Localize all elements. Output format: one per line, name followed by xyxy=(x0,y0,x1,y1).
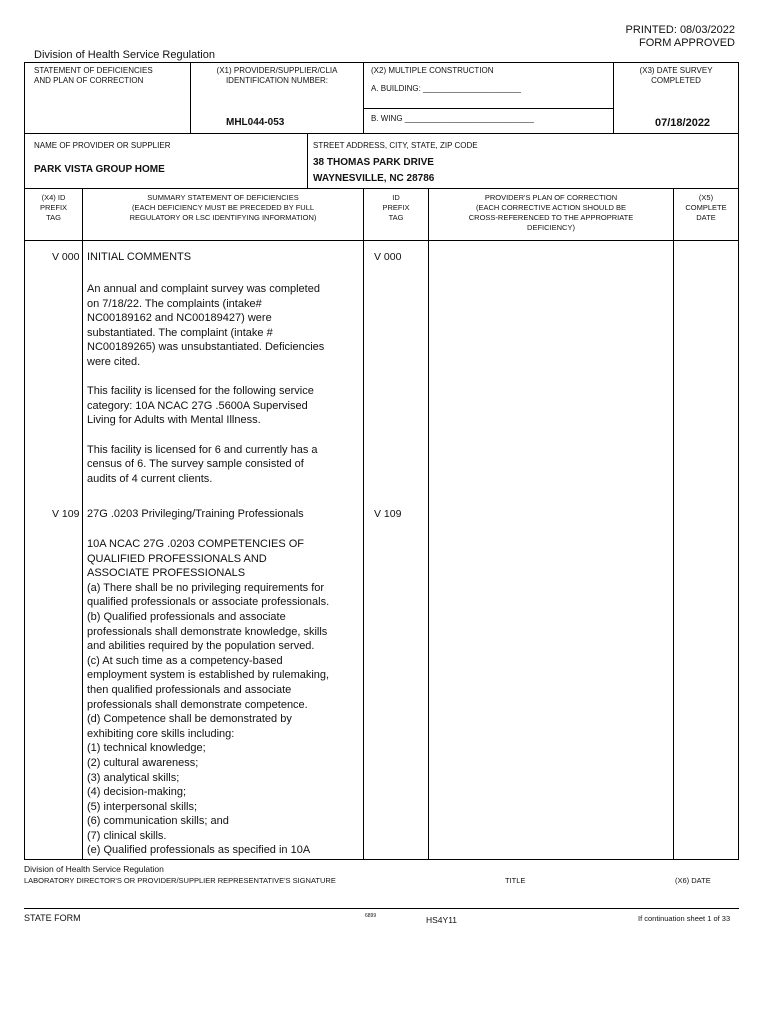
provider-name: PARK VISTA GROUP HOME xyxy=(34,164,165,175)
entry-heading: 27G .0203 Privileging/Training Professionals xyxy=(87,508,304,520)
division-title: Division of Health Service Regulation xyxy=(34,49,215,61)
x2-label: (X2) MULTIPLE CONSTRUCTION xyxy=(371,66,494,75)
col-summary-header: SUMMARY STATEMENT OF DEFICIENCIES (EACH DEFICIENCY MUST BE PRECEDED BY FULL REGULATORY OR LSC IDENTIFYING INFORMATION) xyxy=(129,193,317,222)
x2-wing: B. WING _____________________________ xyxy=(371,114,534,123)
footer-division: Division of Health Service Regulation xyxy=(24,864,164,874)
entry-id-tag: V 109 xyxy=(374,508,402,520)
x1-label: (X1) PROVIDER/SUPPLIER/CLIA IDENTIFICATION NUMBER: xyxy=(216,66,338,85)
x2-building: A. BUILDING: ______________________ xyxy=(371,84,521,93)
state-form: STATE FORM xyxy=(24,913,81,923)
entry-text: An annual and complaint survey was completed on 7/18/22. The complaints (intake# NC00189162 and NC00189427) were substantiated. The complaint (intake # NC00189265) was unsubstantiated. Deficiencies were cited. This facility is licensed for the following service category: 10A NCAC 27G .5600A Supervised Living for Adults with Mental Illness. This facility is licensed for 6 and currently has a census of 6. The survey sample consisted of audits of 4 current clients. xyxy=(87,283,325,485)
provider-id: MHL044-053 xyxy=(226,117,285,128)
printed-block xyxy=(626,24,735,50)
col-id-header: ID PREFIX TAG xyxy=(382,193,410,222)
form-number: 6899 xyxy=(365,913,377,919)
form-approved: FORM APPROVED xyxy=(639,37,735,49)
signature-label: LABORATORY DIRECTOR'S OR PROVIDER/SUPPLIER REPRESENTATIVE'S SIGNATURE xyxy=(24,876,336,885)
survey-date: 07/18/2022 xyxy=(655,117,711,129)
address-line2: WAYNESVILLE, NC 28786 xyxy=(313,173,435,184)
entry-text: 10A NCAC 27G .0203 COMPETENCIES OF QUALIFIED PROFESSIONALS AND ASSOCIATE PROFESSIONALS (a) There shall be no privileging requirements for qualified professionals or associate professionals. (b) Qualified professionals and associate professionals shall demonstrate knowledge, skills and abilities required by the population served. (c) At such time as a competency-based employment system is established by rulemaking, then qualified professionals and associate professionals shall demonstrate competence. (d) Competence shall be demonstrated by exhibiting core skills including: (1) technical knowledge; (2) cultural awareness; (3) analytical skills; (4) decision-making; (5) interpersonal skills; (6) communication skills; and (7) clinical skills. (e) Qualified professionals as specified in 10A xyxy=(87,538,330,857)
provider-label: NAME OF PROVIDER OR SUPPLIER xyxy=(34,141,171,150)
entry-heading: INITIAL COMMENTS xyxy=(87,251,192,263)
statement-label: STATEMENT OF DEFICIENCIES AND PLAN OF CORRECTION xyxy=(34,66,153,85)
col-plan-header: PROVIDER'S PLAN OF CORRECTION (EACH CORRECTIVE ACTION SHOULD BE CROSS-REFERENCED TO THE APPROPRIATE DEFICIENCY) xyxy=(468,193,634,232)
title-label: TITLE xyxy=(505,876,526,885)
event-id: HS4Y11 xyxy=(426,915,458,925)
x3-label: (X3) DATE SURVEY COMPLETED xyxy=(639,66,713,85)
address-line1: 38 THOMAS PARK DRIVE xyxy=(313,157,434,168)
continuation-sheet: If continuation sheet 1 of 33 xyxy=(638,914,731,923)
entry-tag: V 109 xyxy=(52,508,80,520)
entry-tag: V 000 xyxy=(52,251,80,263)
address-label: STREET ADDRESS, CITY, STATE, ZIP CODE xyxy=(313,141,478,150)
printed-date: PRINTED: 08/03/2022 xyxy=(625,24,735,36)
col-x4-header: (X4) ID PREFIX TAG xyxy=(39,193,68,222)
x6-date-label: (X6) DATE xyxy=(675,876,711,885)
col-x5-header: (X5) COMPLETE DATE xyxy=(685,193,727,222)
entry-id-tag: V 000 xyxy=(374,251,402,263)
